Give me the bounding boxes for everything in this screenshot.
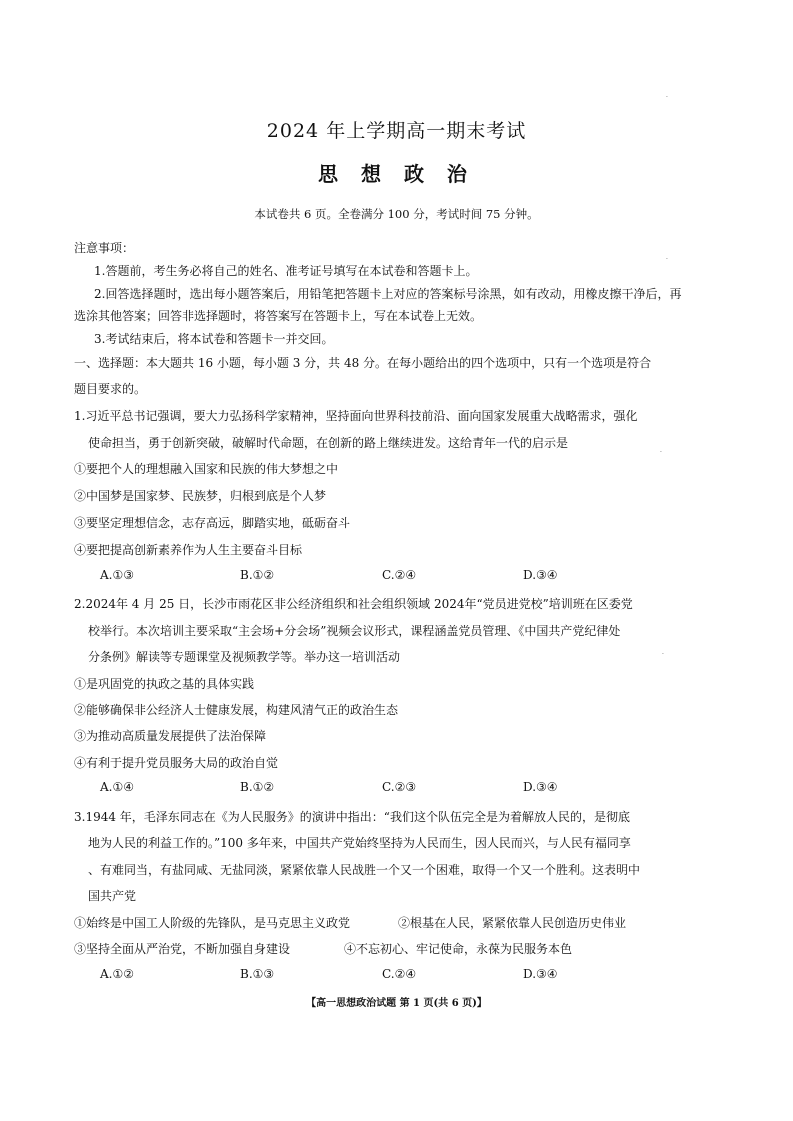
question-2-stem: 分条例》解读等专题课堂及视频教学等。举办这一培训活动: [88, 650, 401, 664]
question-3-statement: ④不忘初心、牢记使命，永葆为民服务本色: [344, 942, 573, 956]
question-2-statement: ③为推动高质量发展提供了法治保障: [74, 729, 267, 743]
question-3-statement: ①始终是中国工人阶级的先锋队，是马克思主义政党: [74, 916, 351, 930]
question-1-stem: 使命担当，勇于创新突破，破解时代命题，在创新的路上继续进发。这给青年一代的启示是: [88, 436, 569, 450]
choice-c: C.②④: [382, 568, 417, 582]
question-3-stem: 3.1944 年，毛泽东同志在《为人民服务》的演讲中指出：“我们这个队伍完全是为着解放人民的，是彻底: [74, 810, 630, 824]
question-1-statement: ③要坚定理想信念，志存高远，脚踏实地，砥砺奋斗: [74, 516, 351, 530]
question-2-statement: ②能够确保非公经济人士健康发展，构建风清气正的政治生态: [74, 703, 399, 717]
choice-d: D.③④: [523, 780, 558, 794]
question-1-stem: 1.习近平总书记强调，要大力弘扬科学家精神，坚持面向世界科技前沿、面向国家发展重大战略需求，强化: [74, 409, 638, 423]
note-item: 3.考试结束后，将本试卷和答题卡一并交回。: [94, 332, 334, 346]
choice-c: C.②③: [382, 780, 417, 794]
note-item: 2.回答选择题时，选出每小题答案后，用铅笔把答题卡上对应的答案标号涂黑，如有改动，用橡皮擦干净后，再: [94, 287, 682, 301]
question-3-statement: ③坚持全面从严治党，不断加强自身建设: [74, 942, 291, 956]
page-footer: 【高一思想政治试题 第 1 页(共 6 页)】: [306, 998, 487, 1009]
scan-speck: ·: [660, 449, 662, 456]
question-1-choices: [0, 568, 793, 586]
choice-d: D.③④: [523, 568, 558, 582]
choice-c: C.②④: [382, 967, 417, 981]
question-2-choices: [0, 780, 793, 798]
question-3-stem: 地为人民的利益工作的。”100 多年来，中国共产党始终坚持为人民而生，因人民而兴，与人民有福同享: [88, 836, 631, 850]
section-heading-continued: 题目要求的。: [74, 382, 147, 396]
question-2-stem: 校举行。本次培训主要采取“主会场+分会场”视频会议形式，课程涵盖党员管理、《中国共产党纪律处: [88, 624, 621, 638]
section-heading: 一、选择题：本大题共 16 小题，每小题 3 分，共 48 分。在每小题给出的四个选项中，只有一个选项是符合: [74, 356, 652, 370]
question-2-stem: 2.2024年 4 月 25 日，长沙市雨花区非公经济组织和社会组织领域 2024年“党员进党校”培训班在区委党: [74, 597, 633, 611]
choice-b: B.①②: [240, 780, 275, 794]
exam-title: 2024 年上学期高一期末考试: [266, 120, 527, 142]
question-3-stem: 国共产党: [88, 889, 137, 903]
note-item: 1.答题前，考生务必将自己的姓名、准考证号填写在本试卷和答题卡上。: [94, 264, 478, 278]
scan-speck: ·: [666, 256, 668, 263]
note-item: 选涂其他答案；回答非选择题时，将答案写在答题卡上，写在本试卷上无效。: [74, 309, 483, 323]
scan-speck: ·: [662, 651, 664, 658]
choice-d: D.③④: [523, 967, 558, 981]
exam-subject: 思 想 政 治: [318, 162, 475, 186]
question-3-statement: ②根基在人民，紧紧依靠人民创造历史伟业: [398, 916, 627, 930]
choice-b: B.①②: [240, 568, 275, 582]
choice-a: A.①④: [100, 780, 134, 794]
notes-heading: 注意事项：: [74, 241, 135, 255]
scan-speck: ·: [666, 94, 668, 101]
question-1-statement: ④要把提高创新素养作为人生主要奋斗目标: [74, 543, 303, 557]
choice-b: B.①③: [240, 967, 275, 981]
question-2-statement: ④有利于提升党员服务大局的政治自觉: [74, 756, 279, 770]
question-2-statement: ①是巩固党的执政之基的具体实践: [74, 677, 255, 691]
question-3-stem: 、有难同当，有盐同咸、无盐同淡，紧紧依靠人民战胜一个又一个困难，取得一个又一个胜利。这表明中: [88, 863, 641, 877]
question-1-statement: ②中国梦是国家梦、民族梦，归根到底是个人梦: [74, 489, 327, 503]
exam-intro: 本试卷共 6 页。全卷满分 100 分，考试时间 75 分钟。: [254, 207, 539, 221]
question-3-choices: [0, 967, 793, 985]
question-1-statement: ①要把个人的理想融入国家和民族的伟大梦想之中: [74, 462, 339, 476]
choice-a: A.①③: [100, 568, 134, 582]
choice-a: A.①②: [100, 967, 134, 981]
